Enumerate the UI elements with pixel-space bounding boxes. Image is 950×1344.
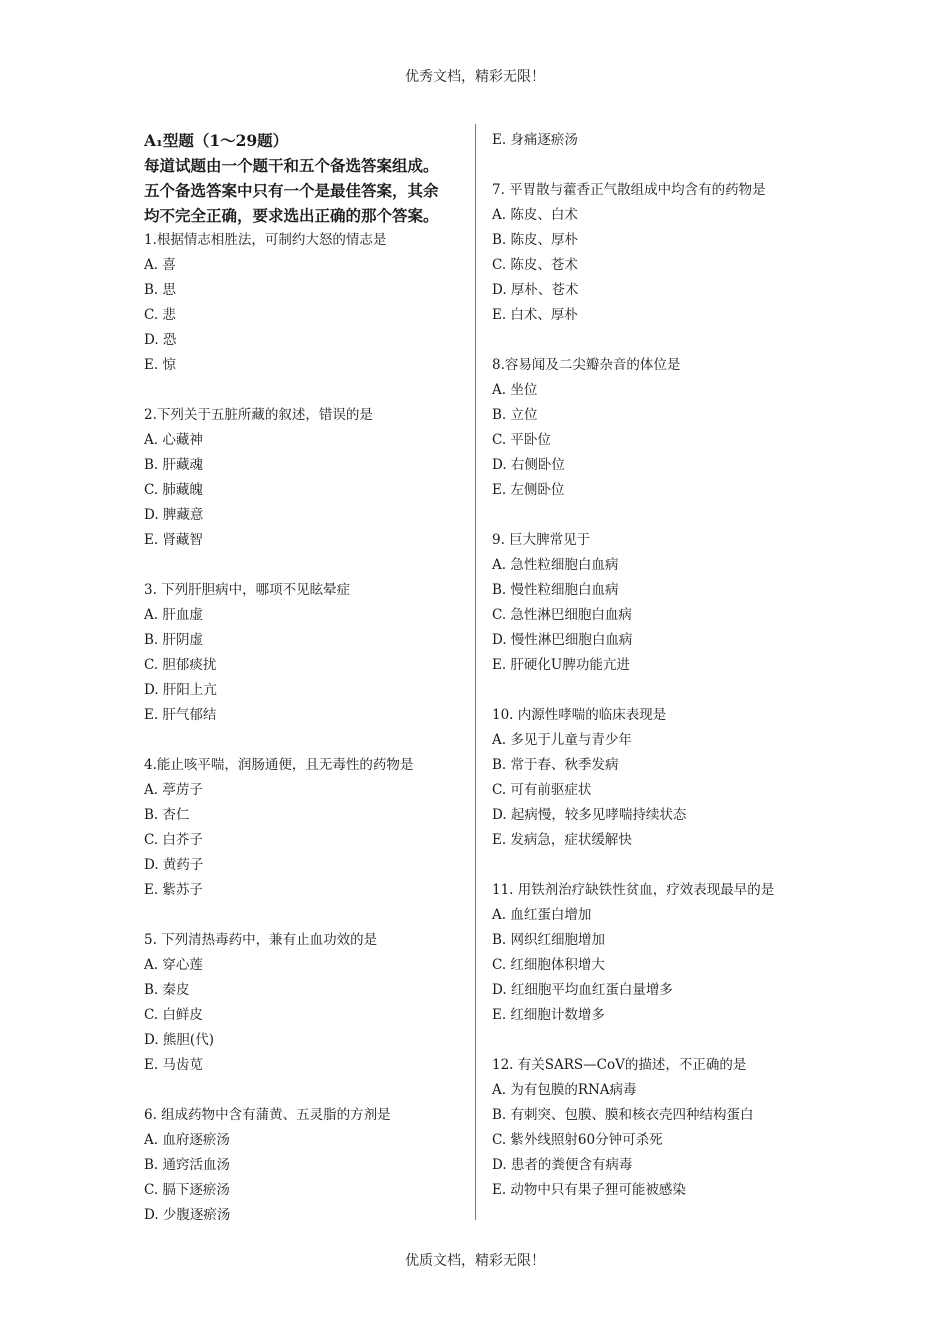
question-stem: 5. 下列清热毒药中，兼有止血功效的是 <box>144 932 378 948</box>
answer-option: E. 惊 <box>144 357 176 373</box>
instruction-line: 每道试题由一个题干和五个备选答案组成。 <box>144 156 439 175</box>
spacer <box>492 853 822 878</box>
question-stem: 8.容易闻及二尖瓣杂音的体位是 <box>492 357 681 373</box>
page-header: 优秀文档，精彩无限！ <box>405 69 545 85</box>
spacer <box>492 328 822 353</box>
answer-option: E. 肾藏智 <box>144 532 203 548</box>
answer-option: C. 白芥子 <box>144 832 203 848</box>
question-stem: 11. 用铁剂治疗缺铁性贫血，疗效表现最早的是 <box>492 882 775 898</box>
spacer <box>144 1078 474 1103</box>
answer-option: A. 血红蛋白增加 <box>492 907 592 923</box>
answer-option: B. 肝阴虚 <box>144 632 204 648</box>
answer-option: A. 穿心莲 <box>144 957 203 973</box>
instruction-line: 均不完全正确，要求选出正确的那个答案。 <box>144 206 439 225</box>
spacer <box>144 903 474 928</box>
answer-option: A. 陈皮、白术 <box>492 207 578 223</box>
answer-option: D. 恐 <box>144 332 177 348</box>
question-stem: 2.下列关于五脏所藏的叙述，错误的是 <box>144 407 373 423</box>
answer-option: A. 为有包膜的RNA病毒 <box>492 1082 637 1098</box>
answer-option: C. 红细胞体积增大 <box>492 957 605 973</box>
answer-option: C. 胆郁痰扰 <box>144 657 217 673</box>
spacer <box>492 1028 822 1053</box>
answer-option: D. 慢性淋巴细胞白血病 <box>492 632 633 648</box>
answer-option: A. 急性粒细胞白血病 <box>492 557 619 573</box>
answer-option: C. 白鲜皮 <box>144 1007 203 1023</box>
answer-option: C. 肺藏魄 <box>144 482 203 498</box>
answer-option: C. 悲 <box>144 307 176 323</box>
answer-option: A. 葶苈子 <box>144 782 203 798</box>
answer-option: B. 网织红细胞增加 <box>492 932 606 948</box>
answer-option: E. 发病急，症状缓解快 <box>492 832 632 848</box>
question-stem: 9. 巨大脾常见于 <box>492 532 591 548</box>
answer-option: D. 右侧卧位 <box>492 457 565 473</box>
question-stem: 4.能止咳平喘，润肠通便，且无毒性的药物是 <box>144 757 414 773</box>
answer-option: E. 左侧卧位 <box>492 482 565 498</box>
answer-option: D. 患者的粪便含有病毒 <box>492 1157 633 1173</box>
answer-option: A. 喜 <box>144 257 176 273</box>
column-divider <box>475 124 476 1220</box>
answer-option: D. 熊胆(代) <box>144 1032 214 1048</box>
answer-option: A. 肝血虚 <box>144 607 203 623</box>
instruction-line: 五个备选答案中只有一个是最佳答案，其余 <box>144 181 439 200</box>
left-question-list <box>144 228 474 1228</box>
answer-option: A. 血府逐瘀汤 <box>144 1132 230 1148</box>
spacer <box>144 378 474 403</box>
spacer <box>144 553 474 578</box>
answer-option: D. 起病慢，较多见哮喘持续状态 <box>492 807 687 823</box>
answer-option: D. 脾藏意 <box>144 507 204 523</box>
answer-option: C. 膈下逐瘀汤 <box>144 1182 230 1198</box>
page-footer: 优质文档，精彩无限！ <box>405 1253 545 1269</box>
answer-option: B. 肝藏魂 <box>144 457 204 473</box>
answer-option: C. 紫外线照射60分钟可杀死 <box>492 1132 663 1148</box>
answer-option: D. 厚朴、苍术 <box>492 282 579 298</box>
answer-option: E. 动物中只有果子狸可能被感染 <box>492 1182 686 1198</box>
continued-option: E. 身痛逐瘀汤 <box>492 132 578 148</box>
question-stem: 10. 内源性哮喘的临床表现是 <box>492 707 667 723</box>
question-stem: 12. 有关SARS—CoV的描述，不正确的是 <box>492 1057 747 1073</box>
spacer <box>492 153 822 178</box>
answer-option: A. 多见于儿童与青少年 <box>492 732 632 748</box>
answer-option: B. 常于春、秋季发病 <box>492 757 619 773</box>
question-stem: 7. 平胃散与藿香正气散组成中均含有的药物是 <box>492 182 766 198</box>
question-stem: 1.根据情志相胜法，可制约大怒的情志是 <box>144 232 387 248</box>
answer-option: D. 红细胞平均血红蛋白量增多 <box>492 982 673 998</box>
answer-option: E. 红细胞计数增多 <box>492 1007 605 1023</box>
answer-option: C. 急性淋巴细胞白血病 <box>492 607 632 623</box>
answer-option: A. 坐位 <box>492 382 538 398</box>
answer-option: E. 白术、厚朴 <box>492 307 578 323</box>
left-column <box>144 128 474 1228</box>
answer-option: B. 通窍活血汤 <box>144 1157 231 1173</box>
question-stem: 3. 下列肝胆病中，哪项不见眩晕症 <box>144 582 351 598</box>
answer-option: D. 肝阳上亢 <box>144 682 217 698</box>
question-stem: 6. 组成药物中含有蒲黄、五灵脂的方剂是 <box>144 1107 391 1123</box>
answer-option: A. 心藏神 <box>144 432 203 448</box>
section-title: A₁型题（1～29题） <box>144 131 289 150</box>
answer-option: E. 紫苏子 <box>144 882 203 898</box>
answer-option: C. 平卧位 <box>492 432 551 448</box>
answer-option: B. 陈皮、厚朴 <box>492 232 579 248</box>
answer-option: D. 黄药子 <box>144 857 204 873</box>
answer-option: B. 慢性粒细胞白血病 <box>492 582 619 598</box>
spacer <box>144 728 474 753</box>
answer-option: B. 思 <box>144 282 177 298</box>
answer-option: C. 可有前驱症状 <box>492 782 592 798</box>
answer-option: B. 秦皮 <box>144 982 190 998</box>
answer-option: B. 有刺突、包膜、膜和核衣壳四种结构蛋白 <box>492 1107 754 1123</box>
answer-option: C. 陈皮、苍术 <box>492 257 578 273</box>
answer-option: B. 立位 <box>492 407 538 423</box>
right-column <box>492 128 822 1203</box>
right-question-list <box>492 178 822 1203</box>
answer-option: E. 肝硬化U脾功能亢进 <box>492 657 630 673</box>
answer-option: B. 杏仁 <box>144 807 190 823</box>
answer-option: D. 少腹逐瘀汤 <box>144 1207 231 1223</box>
answer-option: E. 马齿苋 <box>144 1057 203 1073</box>
spacer <box>492 503 822 528</box>
answer-option: E. 肝气郁结 <box>144 707 217 723</box>
spacer <box>492 678 822 703</box>
